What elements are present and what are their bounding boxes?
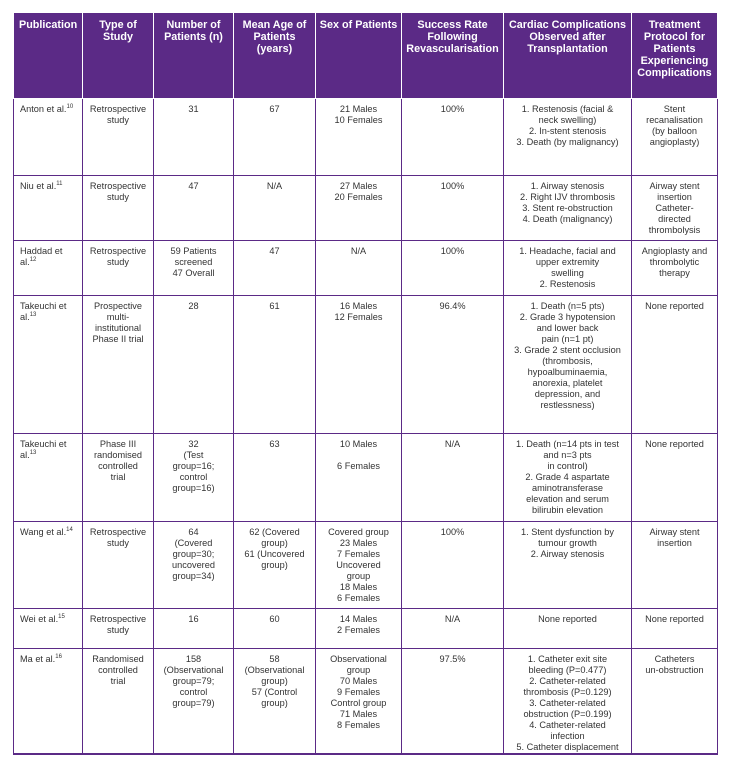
cell-sex: 16 Males 12 Females — [316, 296, 402, 434]
cell-success: N/A — [402, 609, 504, 649]
cell-sex: Covered group 23 Males 7 Females Uncovered group 18 Males 6 Females — [316, 522, 402, 609]
cell-sex: N/A — [316, 241, 402, 296]
cell-age: N/A — [234, 176, 316, 241]
cell-sex: 10 Males 6 Females — [316, 434, 402, 522]
table-row — [14, 296, 718, 434]
cell-treatment: None reported — [632, 434, 718, 522]
cell-type: Randomised controlled trial — [83, 649, 154, 755]
cell-age: 58 (Observational group) 57 (Control group) — [234, 649, 316, 755]
table-row — [14, 434, 718, 522]
cell-patients: 31 — [154, 99, 234, 176]
cell-age: 47 — [234, 241, 316, 296]
cell-publication: Niu et al.$^{11}$ — [14, 176, 83, 241]
cell-success: 100% — [402, 522, 504, 609]
cell-treatment: None reported — [632, 296, 718, 434]
cell-publication: Wei et al.$^{15}$ — [14, 609, 83, 649]
cell-complications: 1. Catheter exit site bleeding (P=0.477) 2. Catheter-related thrombosis (P=0.129) 3. Catheter-related obstruction (P=0.199) 4. Catheter-related infection 5. Catheter displacement — [504, 649, 632, 755]
header-mean-age: Mean Age of Patients (years) — [234, 13, 316, 99]
table-row — [14, 176, 718, 241]
study-table — [13, 12, 718, 755]
cell-success: 96.4% — [402, 296, 504, 434]
cell-complications: 1. Death (n=14 pts in test and n=3 pts in control) 2. Grade 4 aspartate aminotransferase elevation and serum bilirubin elevation — [504, 434, 632, 522]
cell-complications: 1. Death (n=5 pts) 2. Grade 3 hypotension and lower back pain (n=1 pt) 3. Grade 2 stent occlusion (thrombosis, hypoalbuminaemia, anorexia, platelet depression, and restlessness) — [504, 296, 632, 434]
cell-treatment: Airway stent insertion Catheter- directed thrombolysis — [632, 176, 718, 241]
cell-success: 100% — [402, 176, 504, 241]
cell-type: Retrospective study — [83, 609, 154, 649]
cell-type: Retrospective study — [83, 241, 154, 296]
cell-publication: Takeuchi et al.$^{13}$ — [14, 296, 83, 434]
cell-publication: Takeuchi et al.$^{13}$ — [14, 434, 83, 522]
table-row — [14, 649, 718, 755]
cell-patients: 16 — [154, 609, 234, 649]
table-row — [14, 241, 718, 296]
cell-patients: 47 — [154, 176, 234, 241]
table-row — [14, 609, 718, 649]
header-number-of-patients: Number of Patients (n) — [154, 13, 234, 99]
cell-publication: Haddad et al.$^{12}$ — [14, 241, 83, 296]
cell-type: Retrospective study — [83, 99, 154, 176]
cell-success: 100% — [402, 99, 504, 176]
cell-sex: 27 Males 20 Females — [316, 176, 402, 241]
cell-age: 62 (Covered group) 61 (Uncovered group) — [234, 522, 316, 609]
header-sex: Sex of Patients — [316, 13, 402, 99]
cell-sex: 21 Males 10 Females — [316, 99, 402, 176]
cell-complications: 1. Headache, facial and upper extremity swelling 2. Restenosis — [504, 241, 632, 296]
header-complications: Cardiac Complications Observed after Transplantation — [504, 13, 632, 99]
cell-type: Phase III randomised controlled trial — [83, 434, 154, 522]
cell-complications: 1. Airway stenosis 2. Right IJV thrombosis 3. Stent re-obstruction 4. Death (malignancy) — [504, 176, 632, 241]
cell-patients: 32 (Test group=16; control group=16) — [154, 434, 234, 522]
cell-success: N/A — [402, 434, 504, 522]
cell-type: Prospective multi- institutional Phase II trial — [83, 296, 154, 434]
cell-complications: 1. Stent dysfunction by tumour growth 2. Airway stenosis — [504, 522, 632, 609]
cell-sex: 14 Males 2 Females — [316, 609, 402, 649]
cell-complications: None reported — [504, 609, 632, 649]
table-row — [14, 99, 718, 176]
cell-complications: 1. Restenosis (facial & neck swelling) 2. In-stent stenosis 3. Death (by malignancy) — [504, 99, 632, 176]
header-treatment: Treatment Protocol for Patients Experiencing Complications — [632, 13, 718, 99]
header-publication: Publication — [14, 13, 83, 99]
cell-age: 67 — [234, 99, 316, 176]
cell-age: 61 — [234, 296, 316, 434]
cell-treatment: Catheters un-obstruction — [632, 649, 718, 755]
cell-age: 60 — [234, 609, 316, 649]
cell-age: 63 — [234, 434, 316, 522]
header-type-of-study: Type of Study — [83, 13, 154, 99]
table-header-row — [14, 13, 718, 99]
cell-treatment: Stent recanalisation (by balloon angioplasty) — [632, 99, 718, 176]
cell-success: 100% — [402, 241, 504, 296]
cell-publication: Ma et al.$^{16}$ — [14, 649, 83, 755]
cell-patients: 28 — [154, 296, 234, 434]
cell-patients: 158 (Observational group=79; control group=79) — [154, 649, 234, 755]
cell-type: Retrospective study — [83, 522, 154, 609]
cell-treatment: Angioplasty and thrombolytic therapy — [632, 241, 718, 296]
study-table-wrapper — [13, 12, 717, 755]
cell-sex: Observational group 70 Males 9 Females Control group 71 Males 8 Females — [316, 649, 402, 755]
cell-type: Retrospective study — [83, 176, 154, 241]
cell-patients: 59 Patients screened 47 Overall — [154, 241, 234, 296]
header-success-rate: Success Rate Following Revascularisation — [402, 13, 504, 99]
table-row — [14, 522, 718, 609]
cell-success: 97.5% — [402, 649, 504, 755]
cell-publication: Wang et al.$^{14}$ — [14, 522, 83, 609]
cell-treatment: None reported — [632, 609, 718, 649]
cell-treatment: Airway stent insertion — [632, 522, 718, 609]
cell-patients: 64 (Covered group=30; uncovered group=34) — [154, 522, 234, 609]
cell-publication: Anton et al.$^{10}$ — [14, 99, 83, 176]
